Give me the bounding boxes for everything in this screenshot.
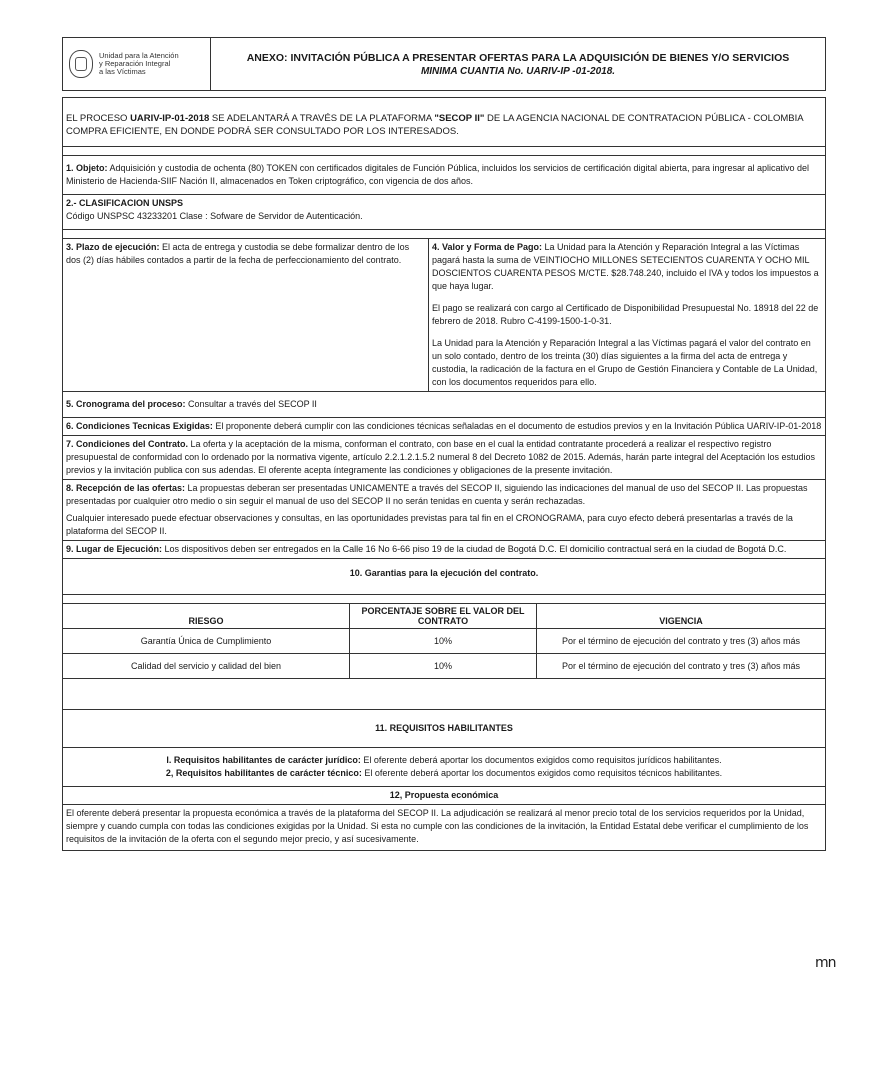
garantias-table [62,603,826,679]
section-cronograma: 5. Cronograma del proceso: Consultar a través del SECOP II [62,392,826,418]
seal-icon [69,50,93,78]
section-condiciones-tecnicas: 6. Condiciones Tecnicas Exigidas: El proponente deberá cumplir con las condiciones técnicas señaladas en el documento de estudios previos y en la Invitación Pública UARIV-IP-01-2018 [62,418,826,436]
document-title: ANEXO: INVITACIÓN PÚBLICA A PRESENTAR OFERTAS PARA LA ADQUISICIÓN DE BIENES Y/O SERVICIOS MINIMA CUANTIA No. UARIV-IP -01-2018. [246,51,790,77]
section-propuesta: El oferente deberá presentar la propuesta económica a través de la plataforma del SECOP II. La adjudicación se realizará al menor precio total de los servicios requeridos por la Unidad, siempre y cuando cumpla con todas las condiciones exigidas por la Unidad. Si esta no cumple con las condiciones de la invitación, la Entidad Estatal debe verificar el cumplimiento de los requisitos de la invitación de la oferta con el segundo mejor precio, y así sucesivamente. [62,805,826,851]
section-recepcion: 8. Recepción de las ofertas: La propuestas deberan ser presentadas UNICAMENTE a través del SECOP II, siguiendo las indicaciones del manual de uso del SECOP II. Las propuestas presentadas por cualquier otro medio o sin seguir el manual de uso del SECOP II no serán tenidas en cuenta y serán rechazadas. Cualquier interesado puede efectuar observaciones y consultas, en las oportunidades previstas para tal fin en el CRONOGRAMA, para cuyo efecto deberá presentarlas a través de la plataforma del SECOP II. [62,480,826,541]
section-condiciones-contrato: 7. Condiciones del Contrato. La oferta y la aceptación de la misma, conforman el contrato, con base en el cual la entidad contratante procederá a realizar el respectivo registro presupuestal de conformidad con lo ordenado por la normativa vigente, artículo 2.2.1.2.1.5.2 numeral 8 del Decreto 1082 de 2015. Además, harán parte integral del Aceptación los estudios previos y la invitación publica con sus adendas. El oferente acepta íntegramente las condiciones y obligaciones de la presente invitación. [62,436,826,480]
section-requisitos-title: 11. REQUISITOS HABILITANTES [62,710,826,748]
table-header: RIESGO PORCENTAJE SOBRE EL VALOR DEL CONTRATO VIGENCIA [63,604,826,629]
section-objeto: 1. Objeto: Adquisición y custodia de ochenta (80) TOKEN con certificados digitales de Función Pública, incluidos los servicios de certificación digital abierta, para ingresar al aplicativo del Ministerio de Hacienda-SIIF Nación II, almacenados en Token criptográfico, con vigencia de dos años. [62,155,826,195]
table-row: Garantía Única de Cumplimiento 10% Por el término de ejecución del contrato y tres (3) años más [63,629,826,654]
section-clasificacion: 2.- CLASIFICACION UNSPS Código UNSPSC 43233201 Clase : Sofware de Servidor de Autenticación. [62,195,826,230]
intro-paragraph: EL PROCESO UARIV-IP-01-2018 SE ADELANTARÁ A TRAVÉS DE LA PLATAFORMA "SECOP II" DE LA AGENCIA NACIONAL DE CONTRATACION PÚBLICA - COLOMBIA COMPRA EFICIENTE, EN DONDE PODRÁ SER CONSULTADO POR LOS INTERESADOS. [62,97,826,147]
section-requisitos: l. Requisitos habilitantes de carácter jurídico: El oferente deberá aportar los documentos exigidos como requisitos jurídicos habilitantes. 2, Requisitos habilitantes de carácter técnico: El oferente deberá aportar los documentos exigidos como requisitos técnicos habilitantes. [62,748,826,787]
section-propuesta-title: 12, Propuesta económica [62,787,826,805]
logo: Unidad para la Atención y Reparación Integral a las Víctimas [63,38,211,90]
section-plazo-valor [62,238,826,392]
document-page [62,37,826,851]
table-row: Calidad del servicio y calidad del bien 10% Por el término de ejecución del contrato y tres (3) años más [63,654,826,679]
section-lugar: 9. Lugar de Ejecución: Los dispositivos deben ser entregados en la Calle 16 No 6-66 piso 19 de la ciudad de Bogotá D.C. El domicilio contractual será en la ciudad de Bogotá D.C. [62,541,826,559]
section-garantias-title: 10. Garantias para la ejecución del contrato. [62,559,826,595]
section-plazo: 3. Plazo de ejecución: El acta de entrega y custodia se debe formalizar dentro de los dos (2) días hábiles contados a partir de la fecha de perfeccionamiento del contrato. [63,239,429,391]
section-valor: 4. Valor y Forma de Pago: La Unidad para la Atención y Reparación Integral a las Víctimas pagará hasta la suma de VEINTIOCHO MILLONES SETECIENTOS CUARENTA Y OCHO MIL DOSCIENTOS CUARENTA PESOS M/CTE. $28.748.240, incluido el IVA y todos los impuestos a que haya lugar. El pago se realizará con cargo al Certificado de Disponibilidad Presupuestal No. 18918 del 22 de febrero de 2018. Rubro C-4199-1500-1-0-31. La Unidad para la Atención y Reparación Integral a las Víctimas pagará el valor del contrato en un solo contado, dentro de los treinta (30) días siguientes a la firma del acta de entrega y custodia, la radicación de la factura en el Grupo de Gestión Financiera y Contable de La Unidad, con los documentos requeridos para ello. [432,242,819,387]
header [62,37,826,91]
page-initials: mn [815,955,836,971]
